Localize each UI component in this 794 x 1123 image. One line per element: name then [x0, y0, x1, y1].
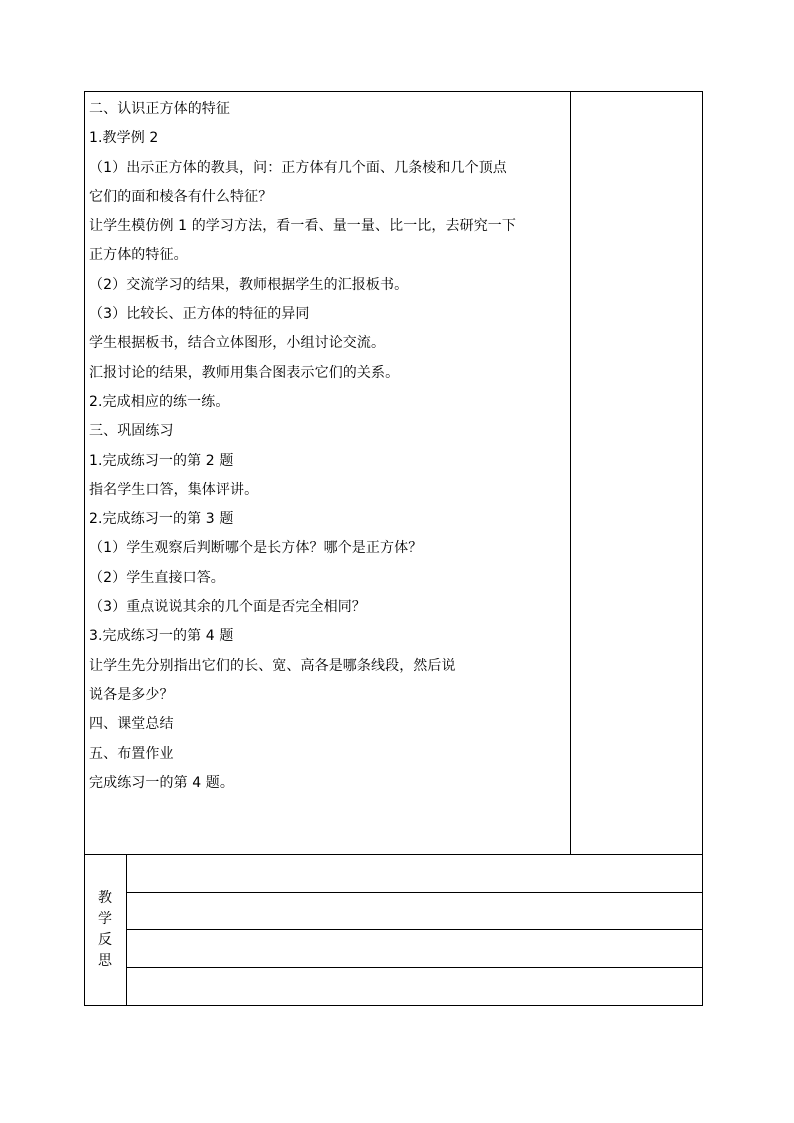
notes-column-divider	[570, 91, 571, 855]
lesson-line: 说各是多少？	[89, 686, 174, 703]
reflection-row-line	[126, 929, 703, 930]
lesson-line: 正方体的特征。	[89, 247, 188, 264]
reflection-label-char: 思	[98, 953, 112, 969]
lesson-line: 2.完成相应的练一练。	[89, 393, 230, 410]
lesson-line: （2）交流学习的结果，教师根据学生的汇报板书。	[89, 276, 409, 293]
lesson-line: 1.完成练习一的第 2 题	[89, 452, 234, 469]
lesson-line: 二、认识正方体的特征	[89, 101, 230, 117]
lesson-line: 三、巩固练习	[89, 423, 174, 440]
reflection-section-divider	[84, 854, 703, 855]
lesson-line: 五、布置作业	[89, 745, 174, 762]
lesson-line: 四、课堂总结	[89, 716, 174, 733]
lesson-line: （2）学生直接口答。	[89, 569, 225, 586]
lesson-line: 指名学生口答，集体评讲。	[89, 481, 259, 498]
lesson-line: 2.完成练习一的第 3 题	[89, 511, 234, 528]
lesson-line: 1.教学例 2	[89, 130, 159, 147]
lesson-content	[89, 95, 567, 798]
reflection-label	[84, 855, 126, 1005]
reflection-row-line	[126, 967, 703, 968]
reflection-label-char: 教	[98, 890, 112, 906]
lesson-line: （3）比较长、正方体的特征的异同	[89, 306, 310, 323]
reflection-label-char: 学	[98, 911, 112, 927]
lesson-line: 3.完成练习一的第 4 题	[89, 628, 234, 645]
lesson-line: 汇报讨论的结果，教师用集合图表示它们的关系。	[89, 364, 400, 381]
lesson-line: 它们的面和棱各有什么特征？	[89, 188, 273, 205]
lesson-line: 让学生模仿例 1 的学习方法，看一看、量一量、比一比，去研究一下	[89, 218, 517, 235]
reflection-label-char: 反	[98, 932, 112, 948]
lesson-line: （1）出示正方体的教具，问：正方体有几个面、几条棱和几个顶点	[89, 159, 507, 176]
reflection-label-divider	[126, 854, 127, 1006]
reflection-row-line	[126, 892, 703, 893]
lesson-line: （1）学生观察后判断哪个是长方体？哪个是正方体？	[89, 540, 423, 557]
lesson-line: 学生根据板书，结合立体图形，小组讨论交流。	[89, 335, 386, 352]
lesson-line: 让学生先分别指出它们的长、宽、高各是哪条线段，然后说	[89, 657, 456, 674]
lesson-line: （3）重点说说其余的几个面是否完全相同？	[89, 599, 366, 616]
lesson-line: 完成练习一的第 4 题。	[89, 774, 235, 791]
